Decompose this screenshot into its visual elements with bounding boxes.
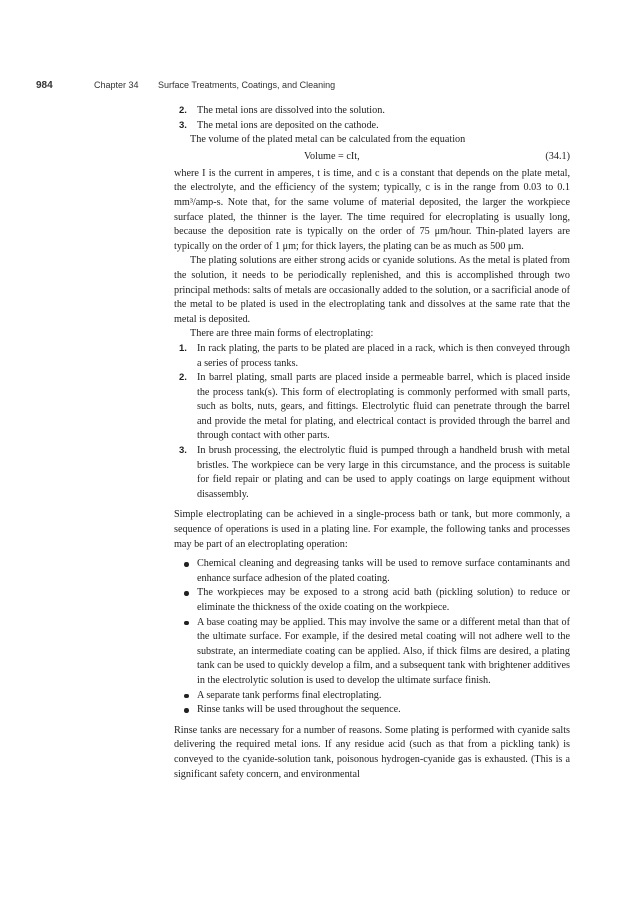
list-item-text: In barrel plating, small parts are placed inside a permeable barrel, which is placed inside the process tank(s). This form of electroplating is commonly performed with small parts, such as bolts, nuts, gears, and fittings. Electrolytic fluid can penetrate through the barrel and provide the metal for plating, and electrical contact is provided through the barrel and through contact with other parts. bbox=[197, 372, 570, 442]
list-number: 1. bbox=[179, 342, 187, 354]
bullet-dot-icon bbox=[184, 621, 189, 626]
running-header bbox=[36, 80, 596, 96]
bullet-dot-icon bbox=[184, 708, 189, 713]
bullet-dot-icon bbox=[184, 694, 189, 699]
bullet-dot-icon bbox=[184, 562, 189, 567]
list-item-text: The metal ions are dissolved into the solution. bbox=[197, 105, 385, 116]
paragraph-where: where I is the current in amperes, t is time, and c is a constant that depends on the plate metal, the electrolyte, and the efficiency of the system; typically, c is in the range from 0.03 to 0.1 mm³/amp-s. Note that, for the same volume of material deposited, the larger the workpiece surface plated, the thinner is the layer. The time required for elecroplating is usually long, because the deposition rate is typically on the order of 75 μm/hour. Thin-plated layers are typically on the order of 1 μm; for thick layers, the plating can be as much as 500 μm. bbox=[174, 167, 570, 252]
list-item bbox=[174, 444, 570, 502]
list-item-text: In rack plating, the parts to be plated are placed in a rack, which is then conveyed through a series of process tanks. bbox=[197, 342, 570, 369]
equation-34-1 bbox=[174, 150, 570, 165]
list-item bbox=[174, 104, 570, 119]
paragraph-volume-intro: The volume of the plated metal can be calculated from the equation bbox=[190, 134, 466, 146]
equation-expression: Volume = cIt, bbox=[304, 150, 360, 162]
list-number: 2. bbox=[179, 105, 187, 116]
top-steps-list bbox=[174, 104, 570, 133]
plating-line-bullets bbox=[174, 557, 570, 718]
list-item bbox=[174, 371, 570, 444]
bullet-text: Rinse tanks will be used throughout the sequence. bbox=[197, 704, 401, 716]
list-number: 3. bbox=[179, 119, 187, 131]
bullet-item bbox=[174, 586, 570, 615]
list-item-text: The metal ions are deposited on the cathode. bbox=[197, 119, 379, 131]
bullet-text: A base coating may be applied. This may involve the same or a different metal than that of the ultimate surface. For example, if the desired metal coating will not adhere well to the substrate, an intermediate coating can be applied. Also, if thick films are desired, a plating tank can be used to quickly develop a film, and a subsequent tank with brightener additives in the electrolytic solution is used to develop the ultimate surface finish. bbox=[197, 616, 570, 686]
chapter-title: Surface Treatments, Coatings, and Cleaning bbox=[158, 80, 336, 90]
equation-number: (34.1) bbox=[545, 150, 570, 162]
bullet-item bbox=[174, 557, 570, 586]
paragraph-simple-electroplating: Simple electroplating can be achieved in a single-process bath or tank, but more commonly, a sequence of operations is used in a plating line. For example, the following tanks and processes may be part of an electroplating operation: bbox=[174, 509, 570, 550]
bullet-item bbox=[174, 703, 570, 718]
paragraph-forms-intro: There are three main forms of electroplating: bbox=[190, 328, 374, 340]
list-item-text: In brush processing, the electrolytic fluid is pumped through a handheld brush with metal bristles. The workpiece can be very large in this circumstance, and the process is suitable for field repair or plating and can be used to apply coatings on large equipment without disassembly. bbox=[197, 445, 570, 500]
bullet-text: A separate tank performs final electroplating. bbox=[197, 689, 382, 701]
paragraph-rinse-tanks: Rinse tanks are necessary for a number of reasons. Some plating is performed with cyanide salts delivering the required metal ions. If any residue acid (such as that from a pickling tank) is conveyed to the cyanide-solution tank, poisonous hydrogen-cyanide gas is exhausted. (This is a significant safety concern, and environmental bbox=[174, 724, 570, 780]
electroplating-forms-list bbox=[174, 342, 570, 503]
bullet-text: The workpieces may be exposed to a strong acid bath (pickling solution) to reduce or eliminate the thickness of the oxide coating on the workpiece. bbox=[197, 587, 570, 613]
list-number: 3. bbox=[179, 445, 187, 457]
bullet-text: Chemical cleaning and degreasing tanks will be used to remove surface contaminants and enhance surface adhesion of the plated coating. bbox=[197, 558, 570, 584]
paragraph-plating-solutions: The plating solutions are either strong acids or cyanide solutions. As the metal is plated from the solution, it needs to be periodically replenished, and this is accomplished through two principal methods: salts of metals are occasionally added to the solution, or a sacrificial anode of the metal to be plated is used in the electroplating tank and dissolves at the same rate that the metal is deposited. bbox=[174, 255, 570, 325]
list-item bbox=[174, 342, 570, 371]
list-item bbox=[174, 119, 570, 134]
bullet-item bbox=[174, 616, 570, 689]
bullet-item bbox=[174, 689, 570, 704]
page-number: 984 bbox=[36, 80, 53, 91]
bullet-dot-icon bbox=[184, 591, 189, 596]
chapter-label: Chapter 34 bbox=[94, 80, 139, 90]
page-body bbox=[174, 104, 570, 782]
list-number: 2. bbox=[179, 372, 187, 384]
